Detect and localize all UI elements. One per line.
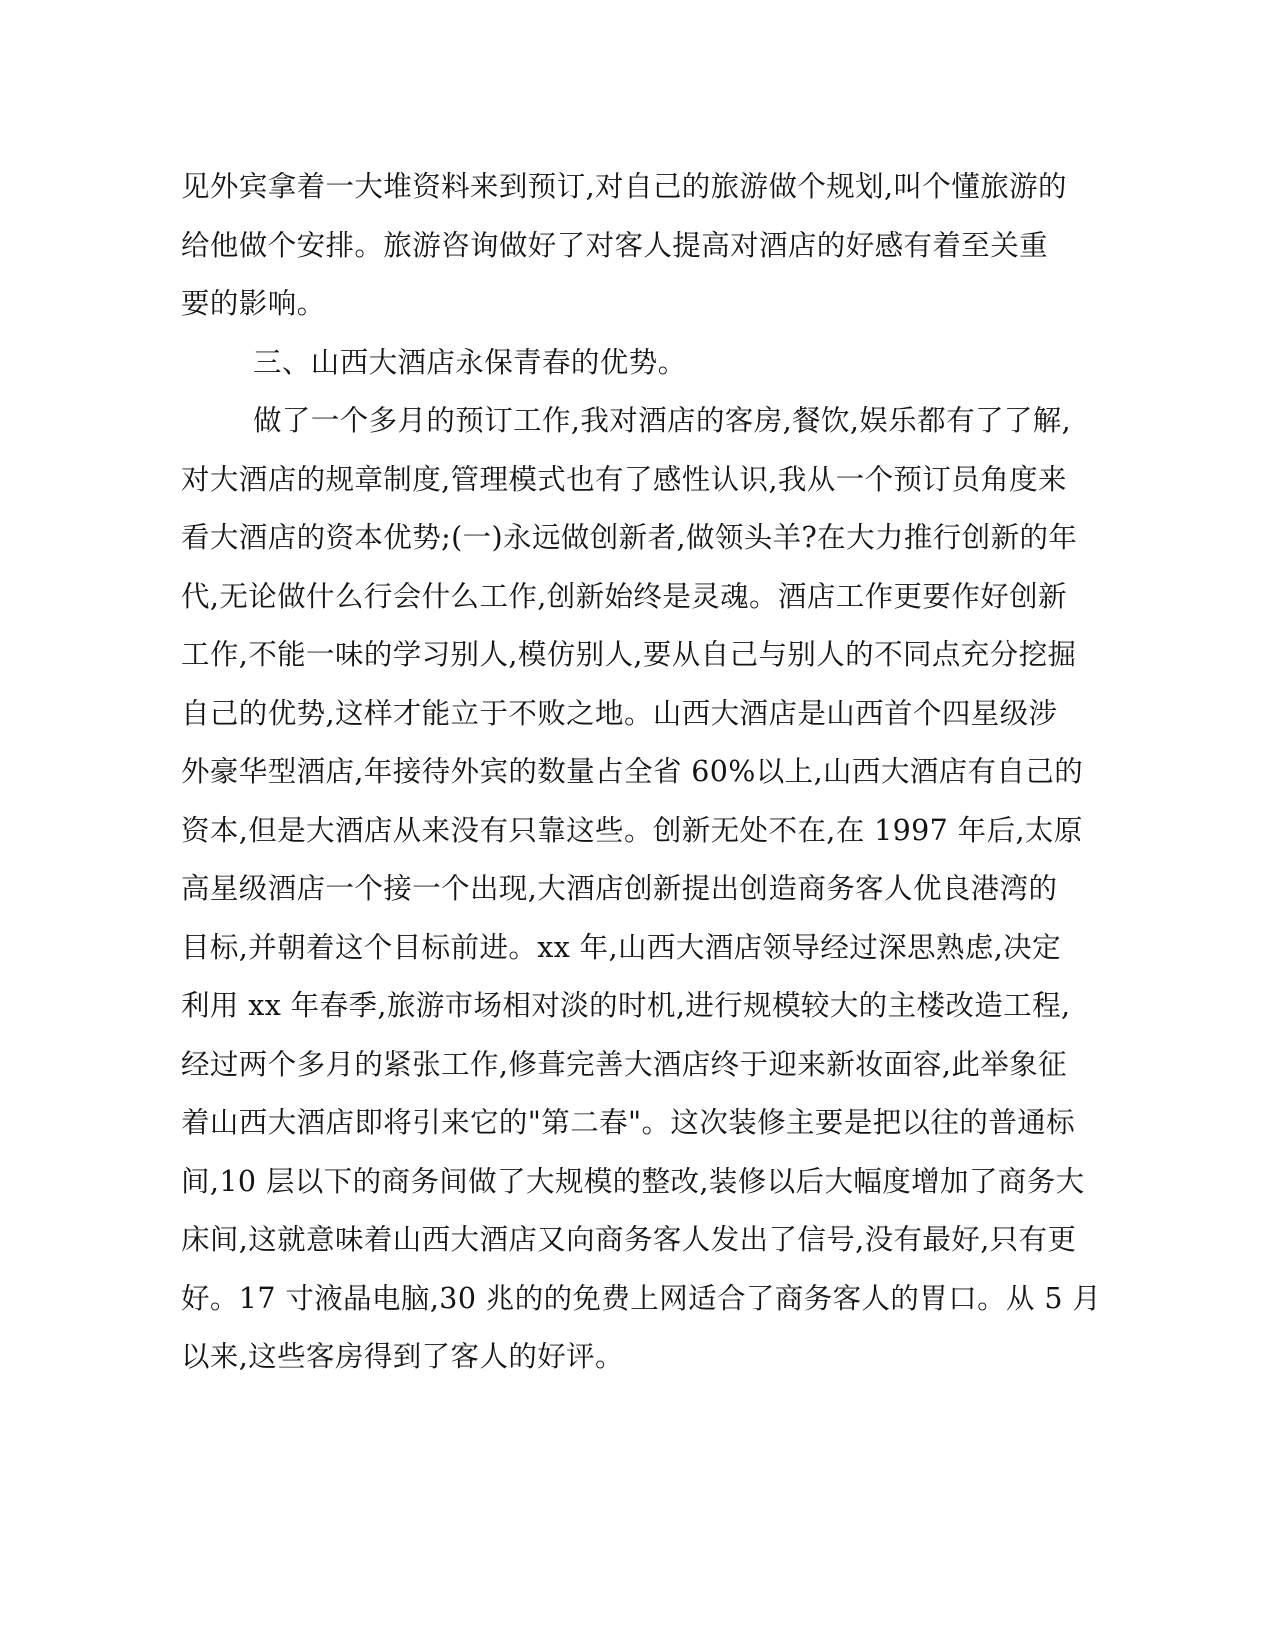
text-line: 给他做个安排。旅游咨询做好了对客人提高对酒店的好感有着至关重: [181, 228, 1049, 262]
text-line: 目标,并朝着这个目标前进。xx 年,山西大酒店领导经过深思熟虑,决定: [181, 930, 1061, 964]
text-line: 做了一个多月的预订工作,我对酒店的客房,餐饮,娱乐都有了了解,: [253, 404, 1072, 437]
body-text: [181, 158, 1102, 1387]
section-heading: 三、山西大酒店永保青春的优势。: [253, 345, 687, 379]
text-line: 好。17 寸液晶电脑,30 兆的的免费上网适合了商务客人的胃口。从 5 月: [181, 1281, 1102, 1315]
text-line: 要的影响。: [181, 287, 326, 320]
text-line: 工作,不能一味的学习别人,模仿别人,要从自己与别人的不同点充分挖掘: [181, 638, 1077, 671]
text-line: 床间,这就意味着山西大酒店又向商务客人发出了信号,没有最好,只有更: [181, 1223, 1077, 1256]
text-line: 经过两个多月的紧张工作,修葺完善大酒店终于迎来新妆面容,此举象征: [181, 1047, 1067, 1081]
text-line: 看大酒店的资本优势;(一)永远做创新者,做领头羊?在大力推行创新的年: [181, 521, 1078, 554]
text-line: 利用 xx 年春季,旅游市场相对淡的时机,进行规模较大的主楼改造工程,: [181, 989, 1071, 1022]
text-line: 对大酒店的规章制度,管理模式也有了感性认识,我从一个预订员角度来: [181, 462, 1067, 496]
text-line: 高星级酒店一个接一个出现,大酒店创新提出创造商务客人优良港湾的: [181, 872, 1058, 905]
text-line: 代,无论做什么行会什么工作,创新始终是灵魂。酒店工作更要作好创新: [181, 579, 1067, 613]
text-line: 着山西大酒店即将引来它的"第二春"。这次装修主要是把以往的普通标: [181, 1106, 1076, 1139]
text-line: 资本,但是大酒店从来没有只靠这些。创新无处不在,在 1997 年后,太原: [181, 813, 1083, 847]
text-line: 以来,这些客房得到了客人的好评。: [181, 1340, 624, 1373]
text-line: 自己的优势,这样才能立于不败之地。山西大酒店是山西首个四星级涉: [181, 696, 1058, 730]
text-line: 见外宾拿着一大堆资料来到预订,对自己的旅游做个规划,叫个懂旅游的: [181, 170, 1067, 203]
text-line: 外豪华型酒店,年接待外宾的数量占全省 60%以上,山西大酒店有自己的: [181, 755, 1084, 788]
text-line: 间,10 层以下的商务间做了大规模的整改,装修以后大幅度增加了商务大: [181, 1164, 1085, 1198]
